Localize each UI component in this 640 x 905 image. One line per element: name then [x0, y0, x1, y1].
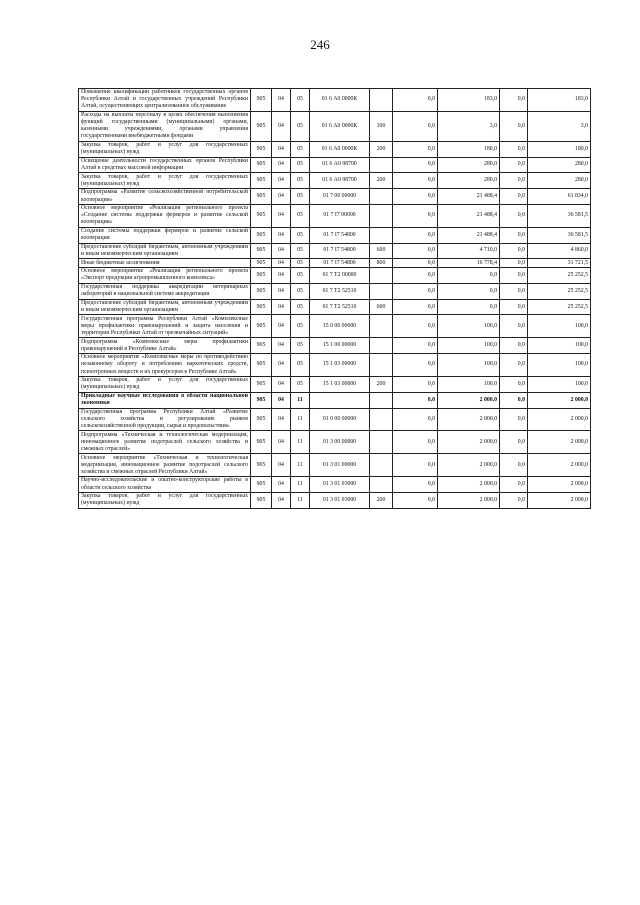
ministry-code-cell: 905 [251, 259, 272, 268]
item-name-cell: Подпрограмма «Комплексные меры профилактики правонарушений в Республике Алтай» [79, 338, 251, 354]
table-row [79, 173, 591, 189]
expense-type-cell: 200 [370, 492, 393, 508]
target-article-cell: 15 0 00 00000 [310, 315, 370, 338]
ministry-code-cell: 905 [251, 431, 272, 454]
subsection-code-cell: 11 [291, 392, 310, 408]
target-article-cell: 01 3 01 03000 [310, 492, 370, 508]
item-name-cell: Основное мероприятие «Реализация регионального проекта «Экспорт продукции агропромышленного комплекса» [79, 268, 251, 284]
ministry-code-cell: 905 [251, 408, 272, 431]
amount-1-cell: 0,0 [393, 299, 438, 315]
item-name-cell: Предоставление субсидий бюджетным, автономным учреждениям и иным некоммерческим организациям [79, 243, 251, 259]
amount-1-cell: 0,0 [393, 189, 438, 205]
target-article-cell: 01 6 А0 0000К [310, 89, 370, 112]
expense-type-cell [370, 89, 393, 112]
table-row [79, 315, 591, 338]
target-article-cell: 01 6 А0 98700 [310, 173, 370, 189]
subsection-code-cell: 05 [291, 227, 310, 243]
section-code-cell: 04 [272, 299, 291, 315]
section-code-cell: 04 [272, 376, 291, 392]
target-article-cell: 01 7 T2 52510 [310, 299, 370, 315]
table-row [79, 477, 591, 493]
amount-3-cell: 0,0 [500, 157, 528, 173]
item-name-cell: Основное мероприятие «Комплексные меры по противодействию незаконному обороту и потреблению наркотических средств, психотропных веществ и их прекурсоров в Республике Алтай» [79, 354, 251, 377]
table-row [79, 454, 591, 477]
section-code-cell: 04 [272, 157, 291, 173]
amount-1-cell: 0,0 [393, 268, 438, 284]
subsection-code-cell: 05 [291, 204, 310, 227]
amount-1-cell: 0,0 [393, 259, 438, 268]
target-article-cell: 01 3 00 00000 [310, 431, 370, 454]
target-article-cell [310, 392, 370, 408]
section-code-cell: 04 [272, 141, 291, 157]
section-code-cell: 04 [272, 243, 291, 259]
amount-4-cell: 2 000,0 [528, 477, 591, 493]
amount-3-cell: 0,0 [500, 243, 528, 259]
amount-4-cell: 100,0 [528, 315, 591, 338]
target-article-cell: 01 3 01 03000 [310, 477, 370, 493]
table-row [79, 157, 591, 173]
ministry-code-cell: 905 [251, 299, 272, 315]
budget-table-body [79, 89, 591, 509]
section-code-cell: 04 [272, 89, 291, 112]
expense-type-cell [370, 477, 393, 493]
table-row [79, 408, 591, 431]
table-row [79, 354, 591, 377]
amount-3-cell: 0,0 [500, 338, 528, 354]
subsection-code-cell: 05 [291, 89, 310, 112]
item-name-cell: Иные бюджетные ассигнования [79, 259, 251, 268]
section-code-cell: 04 [272, 259, 291, 268]
amount-1-cell: 0,0 [393, 354, 438, 377]
subsection-code-cell: 05 [291, 141, 310, 157]
table-row [79, 431, 591, 454]
amount-1-cell: 0,0 [393, 315, 438, 338]
amount-2-cell: 2 000,0 [438, 431, 500, 454]
item-name-cell: Научно-исследовательские и опытно-конструкторские работы в области сельского хозяйства [79, 477, 251, 493]
item-name-cell: Расходы на выплаты персоналу в целях обеспечения выполнения функций государственными (муниципальными) органами, казенными учреждениями, органами управления государственными внебюджетными фондами [79, 111, 251, 141]
item-name-cell: Государственная поддержка аккредитации ветеринарных лабораторий в национальной системе аккредитации [79, 283, 251, 299]
amount-1-cell: 0,0 [393, 157, 438, 173]
amount-4-cell: 4 860,0 [528, 243, 591, 259]
table-row [79, 392, 591, 408]
table-row [79, 492, 591, 508]
amount-4-cell: 100,0 [528, 354, 591, 377]
subsection-code-cell: 11 [291, 454, 310, 477]
target-article-cell: 15 1 03 00000 [310, 376, 370, 392]
amount-1-cell: 0,0 [393, 111, 438, 141]
amount-2-cell: 2 000,0 [438, 477, 500, 493]
amount-1-cell: 0,0 [393, 204, 438, 227]
section-code-cell: 04 [272, 454, 291, 477]
amount-2-cell: 0,0 [438, 268, 500, 284]
amount-3-cell: 0,0 [500, 454, 528, 477]
item-name-cell: Закупка товаров, работ и услуг для государственных (муниципальных) нужд [79, 492, 251, 508]
subsection-code-cell: 05 [291, 111, 310, 141]
amount-1-cell: 0,0 [393, 408, 438, 431]
expense-type-cell [370, 227, 393, 243]
item-name-cell: Государственная программа Республики Алтай «Комплексные меры профилактики правонарушений и защита населения и территории Республики Алтай от чрезвычайных ситуаций» [79, 315, 251, 338]
item-name-cell: Закупка товаров, работ и услуг для государственных (муниципальных) нужд [79, 173, 251, 189]
item-name-cell: Повышение квалификации работников государственных органов Республики Алтай и государственных учреждений Республики Алтай, осуществляющих централизованное обслуживание [79, 89, 251, 112]
ministry-code-cell: 905 [251, 268, 272, 284]
subsection-code-cell: 11 [291, 408, 310, 431]
subsection-code-cell: 05 [291, 243, 310, 259]
ministry-code-cell: 905 [251, 189, 272, 205]
item-name-cell: Освещение деятельности государственных органов Республики Алтай в средствах массовой информации [79, 157, 251, 173]
amount-4-cell: 25 252,5 [528, 299, 591, 315]
table-row [79, 189, 591, 205]
amount-1-cell: 0,0 [393, 283, 438, 299]
page-number: 246 [310, 37, 330, 52]
subsection-code-cell: 05 [291, 315, 310, 338]
amount-4-cell: 2 000,0 [528, 431, 591, 454]
amount-2-cell: 180,0 [438, 141, 500, 157]
expense-type-cell: 800 [370, 259, 393, 268]
subsection-code-cell: 11 [291, 431, 310, 454]
section-code-cell: 04 [272, 477, 291, 493]
section-code-cell: 04 [272, 189, 291, 205]
item-name-cell: Основное мероприятие «Реализация регионального проекта «Создание системы поддержки фермеров и развитие сельской кооперации» [79, 204, 251, 227]
amount-2-cell: 0,0 [438, 283, 500, 299]
table-row [79, 376, 591, 392]
amount-1-cell: 0,0 [393, 141, 438, 157]
amount-3-cell: 0,0 [500, 268, 528, 284]
item-name-cell: Закупка товаров, работ и услуг для государственных (муниципальных) нужд [79, 376, 251, 392]
expense-type-cell: 200 [370, 376, 393, 392]
amount-3-cell: 0,0 [500, 259, 528, 268]
amount-1-cell: 0,0 [393, 89, 438, 112]
amount-2-cell: 16 778,4 [438, 259, 500, 268]
amount-2-cell: 2 000,0 [438, 454, 500, 477]
amount-4-cell: 280,0 [528, 157, 591, 173]
target-article-cell: 15 1 00 00000 [310, 338, 370, 354]
target-article-cell: 01 7 00 00000 [310, 189, 370, 205]
ministry-code-cell: 905 [251, 338, 272, 354]
amount-3-cell: 0,0 [500, 392, 528, 408]
ministry-code-cell: 905 [251, 173, 272, 189]
amount-2-cell: 21 488,4 [438, 204, 500, 227]
subsection-code-cell: 05 [291, 299, 310, 315]
amount-3-cell: 0,0 [500, 315, 528, 338]
amount-2-cell: 100,0 [438, 354, 500, 377]
amount-1-cell: 0,0 [393, 338, 438, 354]
item-name-cell: Подпрограмма «Развитие сельскохозяйственной потребительской кооперации» [79, 189, 251, 205]
amount-3-cell: 0,0 [500, 492, 528, 508]
amount-4-cell: 36 581,5 [528, 227, 591, 243]
expense-type-cell [370, 268, 393, 284]
table-row [79, 204, 591, 227]
expense-type-cell [370, 283, 393, 299]
target-article-cell: 01 3 01 00000 [310, 454, 370, 477]
amount-1-cell: 0,0 [393, 392, 438, 408]
amount-4-cell: 31 721,5 [528, 259, 591, 268]
subsection-code-cell: 05 [291, 376, 310, 392]
amount-4-cell: 2 000,0 [528, 492, 591, 508]
amount-2-cell: 21 488,4 [438, 189, 500, 205]
amount-3-cell: 0,0 [500, 408, 528, 431]
target-article-cell: 01 6 А0 0000К [310, 141, 370, 157]
subsection-code-cell: 05 [291, 338, 310, 354]
ministry-code-cell: 905 [251, 477, 272, 493]
ministry-code-cell: 905 [251, 204, 272, 227]
amount-2-cell: 100,0 [438, 315, 500, 338]
amount-2-cell: 4 710,0 [438, 243, 500, 259]
section-code-cell: 04 [272, 492, 291, 508]
amount-4-cell: 25 252,5 [528, 283, 591, 299]
section-code-cell: 04 [272, 283, 291, 299]
table-row [79, 268, 591, 284]
item-name-cell: Создание системы поддержки фермеров и развитие сельской кооперации [79, 227, 251, 243]
expense-type-cell [370, 204, 393, 227]
ministry-code-cell: 905 [251, 111, 272, 141]
section-code-cell: 04 [272, 354, 291, 377]
ministry-code-cell: 905 [251, 376, 272, 392]
section-code-cell: 04 [272, 408, 291, 431]
item-name-cell: Предоставление субсидий бюджетным, автономным учреждениям и иным некоммерческим организациям [79, 299, 251, 315]
amount-4-cell: 2 000,0 [528, 392, 591, 408]
amount-3-cell: 0,0 [500, 477, 528, 493]
amount-3-cell: 0,0 [500, 227, 528, 243]
expense-type-cell [370, 354, 393, 377]
table-row [79, 283, 591, 299]
expense-type-cell [370, 315, 393, 338]
target-article-cell: 01 7 T2 52510 [310, 283, 370, 299]
section-code-cell: 04 [272, 204, 291, 227]
table-row [79, 141, 591, 157]
expense-type-cell [370, 338, 393, 354]
expense-type-cell [370, 454, 393, 477]
section-code-cell: 04 [272, 173, 291, 189]
section-code-cell: 04 [272, 111, 291, 141]
amount-2-cell: 2 000,0 [438, 392, 500, 408]
target-article-cell: 01 0 00 00000 [310, 408, 370, 431]
ministry-code-cell: 905 [251, 89, 272, 112]
subsection-code-cell: 05 [291, 173, 310, 189]
table-row [79, 338, 591, 354]
amount-4-cell: 2 000,0 [528, 408, 591, 431]
amount-4-cell: 180,0 [528, 141, 591, 157]
ministry-code-cell: 905 [251, 354, 272, 377]
subsection-code-cell: 05 [291, 157, 310, 173]
expense-type-cell: 200 [370, 173, 393, 189]
amount-2-cell: 0,0 [438, 299, 500, 315]
amount-2-cell: 2 000,0 [438, 408, 500, 431]
section-code-cell: 04 [272, 338, 291, 354]
amount-1-cell: 0,0 [393, 492, 438, 508]
budget-table [78, 88, 591, 509]
table-row [79, 243, 591, 259]
amount-2-cell: 3,0 [438, 111, 500, 141]
item-name-cell: Основное мероприятие «Техническая и технологическая модернизация, инновационное развитие подотраслей сельского хозяйства и смежных отраслей Республики Алтай» [79, 454, 251, 477]
item-name-cell: Государственная программа Республики Алтай «Развитие сельского хозяйства и регулирование рынков сельскохозяйственной продукции, сырья и продовольствия» [79, 408, 251, 431]
amount-3-cell: 0,0 [500, 376, 528, 392]
ministry-code-cell: 905 [251, 283, 272, 299]
subsection-code-cell: 11 [291, 492, 310, 508]
amount-4-cell: 280,0 [528, 173, 591, 189]
ministry-code-cell: 905 [251, 243, 272, 259]
amount-4-cell: 3,0 [528, 111, 591, 141]
amount-3-cell: 0,0 [500, 89, 528, 112]
target-article-cell: 15 1 03 00000 [310, 354, 370, 377]
amount-1-cell: 0,0 [393, 227, 438, 243]
table-row [79, 111, 591, 141]
subsection-code-cell: 11 [291, 477, 310, 493]
table-row [79, 89, 591, 112]
section-code-cell: 04 [272, 315, 291, 338]
expense-type-cell [370, 189, 393, 205]
item-name-cell: Закупка товаров, работ и услуг для государственных (муниципальных) нужд [79, 141, 251, 157]
amount-4-cell: 100,0 [528, 338, 591, 354]
ministry-code-cell: 905 [251, 315, 272, 338]
amount-4-cell: 100,0 [528, 376, 591, 392]
target-article-cell: 01 7 I7 54800 [310, 227, 370, 243]
expense-type-cell [370, 431, 393, 454]
expense-type-cell [370, 408, 393, 431]
amount-1-cell: 0,0 [393, 173, 438, 189]
ministry-code-cell: 905 [251, 392, 272, 408]
amount-1-cell: 0,0 [393, 243, 438, 259]
amount-3-cell: 0,0 [500, 299, 528, 315]
ministry-code-cell: 905 [251, 454, 272, 477]
subsection-code-cell: 05 [291, 189, 310, 205]
table-row [79, 227, 591, 243]
table-row [79, 299, 591, 315]
subsection-code-cell: 05 [291, 354, 310, 377]
expense-type-cell [370, 392, 393, 408]
section-code-cell: 04 [272, 392, 291, 408]
amount-2-cell: 280,0 [438, 173, 500, 189]
amount-2-cell: 100,0 [438, 376, 500, 392]
subsection-code-cell: 05 [291, 283, 310, 299]
amount-3-cell: 0,0 [500, 354, 528, 377]
amount-3-cell: 0,0 [500, 204, 528, 227]
subsection-code-cell: 05 [291, 259, 310, 268]
amount-2-cell: 21 488,4 [438, 227, 500, 243]
amount-3-cell: 0,0 [500, 111, 528, 141]
target-article-cell: 01 7 I7 00000 [310, 204, 370, 227]
section-code-cell: 04 [272, 227, 291, 243]
amount-1-cell: 0,0 [393, 454, 438, 477]
amount-3-cell: 0,0 [500, 283, 528, 299]
ministry-code-cell: 905 [251, 141, 272, 157]
target-article-cell: 01 7 I7 54800 [310, 243, 370, 259]
amount-2-cell: 2 000,0 [438, 492, 500, 508]
amount-3-cell: 0,0 [500, 189, 528, 205]
table-row [79, 259, 591, 268]
expense-type-cell: 100 [370, 111, 393, 141]
amount-4-cell: 61 834,0 [528, 189, 591, 205]
section-code-cell: 04 [272, 268, 291, 284]
subsection-code-cell: 05 [291, 268, 310, 284]
amount-4-cell: 183,0 [528, 89, 591, 112]
amount-2-cell: 183,0 [438, 89, 500, 112]
target-article-cell: 01 7 I7 54800 [310, 259, 370, 268]
expense-type-cell [370, 157, 393, 173]
expense-type-cell: 600 [370, 243, 393, 259]
amount-4-cell: 36 581,5 [528, 204, 591, 227]
amount-2-cell: 100,0 [438, 338, 500, 354]
amount-1-cell: 0,0 [393, 477, 438, 493]
amount-2-cell: 280,0 [438, 157, 500, 173]
section-code-cell: 04 [272, 431, 291, 454]
amount-1-cell: 0,0 [393, 431, 438, 454]
amount-1-cell: 0,0 [393, 376, 438, 392]
amount-3-cell: 0,0 [500, 173, 528, 189]
item-name-cell: Прикладные научные исследования в области национальной экономики [79, 392, 251, 408]
amount-3-cell: 0,0 [500, 141, 528, 157]
amount-3-cell: 0,0 [500, 431, 528, 454]
ministry-code-cell: 905 [251, 492, 272, 508]
expense-type-cell: 600 [370, 299, 393, 315]
target-article-cell: 01 7 T2 00000 [310, 268, 370, 284]
ministry-code-cell: 905 [251, 227, 272, 243]
target-article-cell: 01 6 А0 0000К [310, 111, 370, 141]
amount-4-cell: 2 000,0 [528, 454, 591, 477]
expense-type-cell: 200 [370, 141, 393, 157]
item-name-cell: Подпрограмма «Техническая и технологическая модернизация, инновационное развитие подотраслей сельского хозяйства и смежных отраслей» [79, 431, 251, 454]
target-article-cell: 01 6 А0 98700 [310, 157, 370, 173]
amount-4-cell: 25 252,5 [528, 268, 591, 284]
ministry-code-cell: 905 [251, 157, 272, 173]
